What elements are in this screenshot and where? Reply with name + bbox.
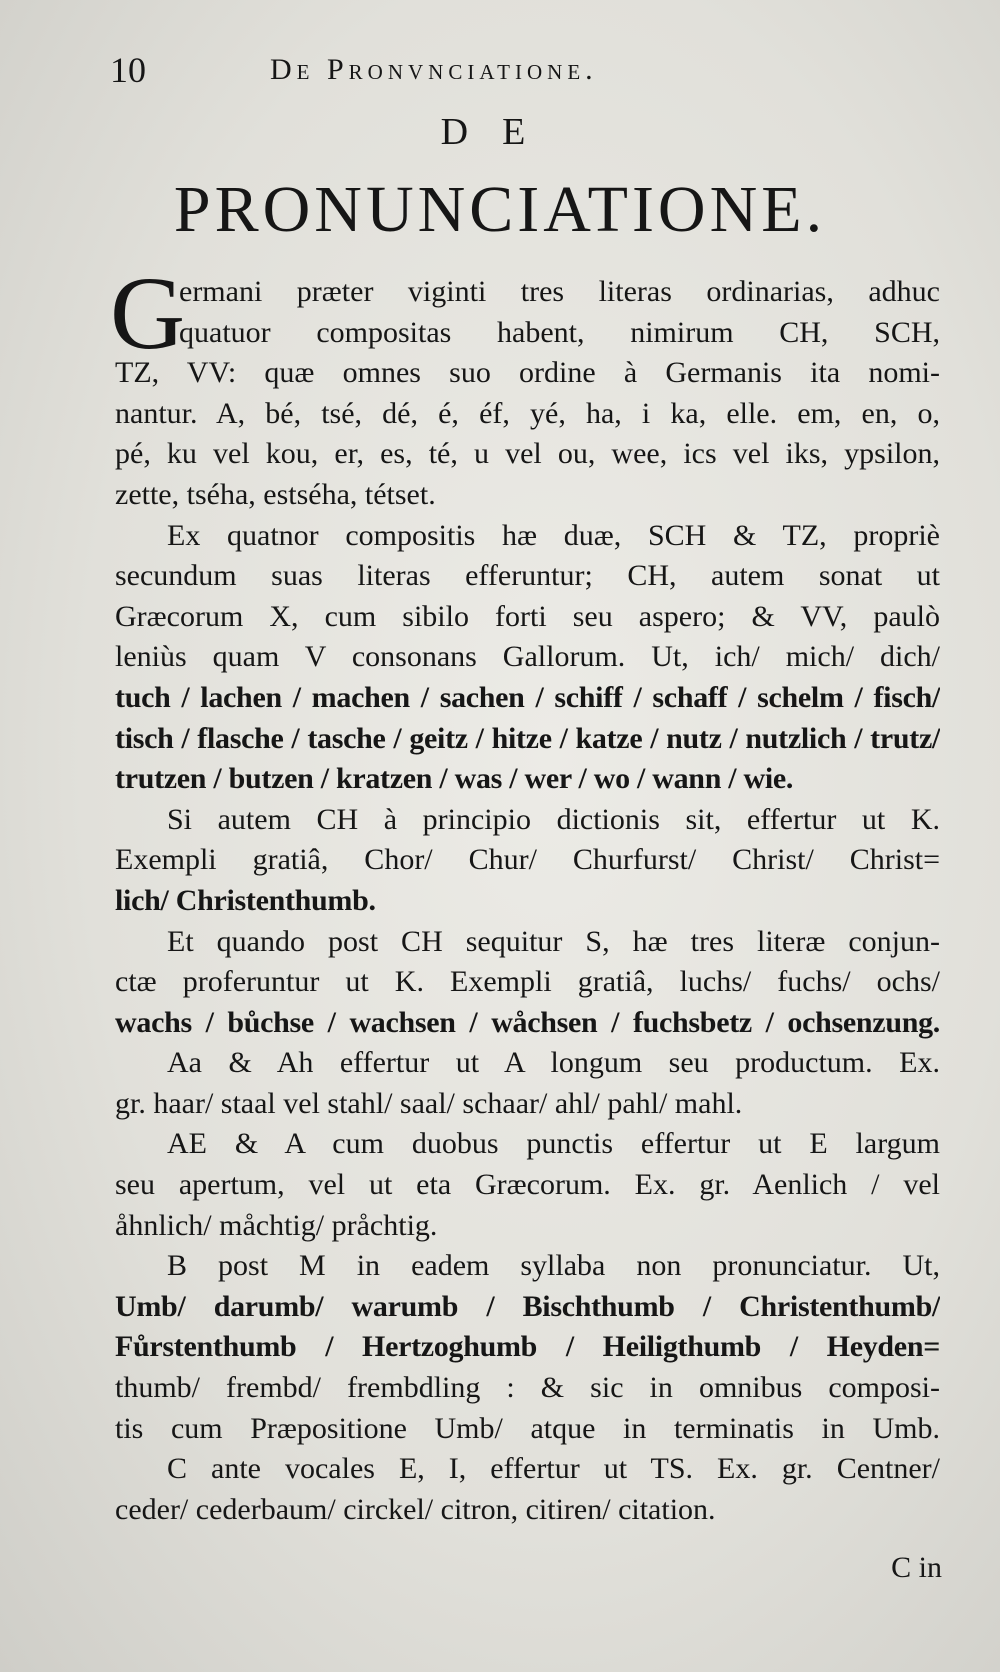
text-line: nantur. A, bé, tsé, dé, é, éf, yé, ha, i ka, elle. em, en, o, bbox=[115, 396, 940, 430]
text-line: B post M in eadem syllaba non pronunciatur. Ut, bbox=[167, 1249, 940, 1283]
text-line: TZ, VV: quæ omnes suo ordine à Germanis ita nomi- bbox=[115, 356, 940, 390]
text-line: lich/ Christenthumb. bbox=[115, 883, 376, 917]
text-line: zette, tséha, estséha, tétset. bbox=[115, 477, 436, 511]
text-line: tis cum Præpositione Umb/ atque in terminatis in Umb. bbox=[115, 1411, 940, 1445]
text-line: AE & A cum duobus punctis effertur ut E largum bbox=[167, 1127, 940, 1161]
text-line: Et quando post CH sequitur S, hæ tres literæ conjun- bbox=[167, 924, 940, 958]
text-line: Græcorum X, cum sibilo forti seu aspero; & VV, paulò bbox=[115, 599, 940, 633]
text-line: tisch / flasche / tasche / geitz / hitze / katze / nutz / nutzlich / trutz/ bbox=[115, 721, 940, 755]
text-line: tuch / lachen / machen / sachen / schiff / schaff / schelm / fisch/ bbox=[115, 680, 940, 714]
text-line: leniùs quam V consonans Gallorum. Ut, ich/ mich/ dich/ bbox=[115, 640, 940, 674]
heading-de: DE bbox=[440, 111, 560, 153]
text-line: secundum suas literas efferuntur; CH, autem sonat ut bbox=[115, 559, 940, 593]
heading-main: PRONUNCIATIONE. bbox=[173, 173, 827, 246]
text-line: trutzen / butzen / kratzen / was / wer / wo / wann / wie. bbox=[115, 762, 794, 796]
text-line: gr. haar/ staal vel stahl/ saal/ schaar/ ahl/ pahl/ mahl. bbox=[115, 1086, 743, 1120]
running-head bbox=[110, 50, 940, 90]
text-line: seu apertum, vel ut eta Græcorum. Ex. gr. Aenlich / vel bbox=[115, 1168, 940, 1202]
text-line: wachs / bůchse / wachsen / wåchsen / fuchsbetz / ochsenzung. bbox=[115, 1005, 940, 1039]
body-text bbox=[110, 256, 940, 1530]
text-line: Si autem CH à principio dictionis sit, effertur ut K. bbox=[167, 802, 940, 836]
text-line: quatuor compositas habent, nimirum CH, SCH, bbox=[179, 315, 940, 349]
text-line: ermani præter viginti tres literas ordinarias, adhuc bbox=[179, 275, 940, 308]
page-number: 10 bbox=[110, 50, 146, 90]
catchword: C in bbox=[891, 1551, 942, 1584]
text-line: ctæ proferuntur ut K. Exempli gratiâ, luchs/ fuchs/ ochs/ bbox=[115, 965, 940, 999]
text-line: pé, ku vel kou, er, es, té, u vel ou, wee, ics vel iks, ypsilon, bbox=[115, 437, 940, 471]
text-line: Umb/ darumb/ warumb / Bischthumb / Christenthumb/ bbox=[115, 1289, 940, 1323]
text-line: Exempli gratiâ, Chor/ Chur/ Churfurst/ Christ/ Christ= bbox=[115, 843, 940, 877]
text-line: Aa & Ah effertur ut A longum seu productum. Ex. bbox=[167, 1046, 940, 1080]
text-line: ceder/ cederbaum/ circkel/ citron, citiren/ citation. bbox=[115, 1492, 716, 1526]
text-line: C ante vocales E, I, effertur ut TS. Ex. gr. Centner/ bbox=[167, 1452, 940, 1486]
text-line: åhnlich/ måchtig/ pråchtig. bbox=[115, 1208, 438, 1242]
text-line: thumb/ frembd/ frembdling : & sic in omnibus composi- bbox=[115, 1371, 940, 1405]
text-line: Ex quatnor compositis hæ duæ, SCH & TZ, propriè bbox=[167, 518, 940, 552]
drop-initial: G bbox=[110, 256, 186, 371]
text-line: Fůrstenthumb / Hertzoghumb / Heiligthumb / Heyden= bbox=[115, 1330, 940, 1364]
running-title: De Pronvnciatione. bbox=[270, 53, 598, 86]
